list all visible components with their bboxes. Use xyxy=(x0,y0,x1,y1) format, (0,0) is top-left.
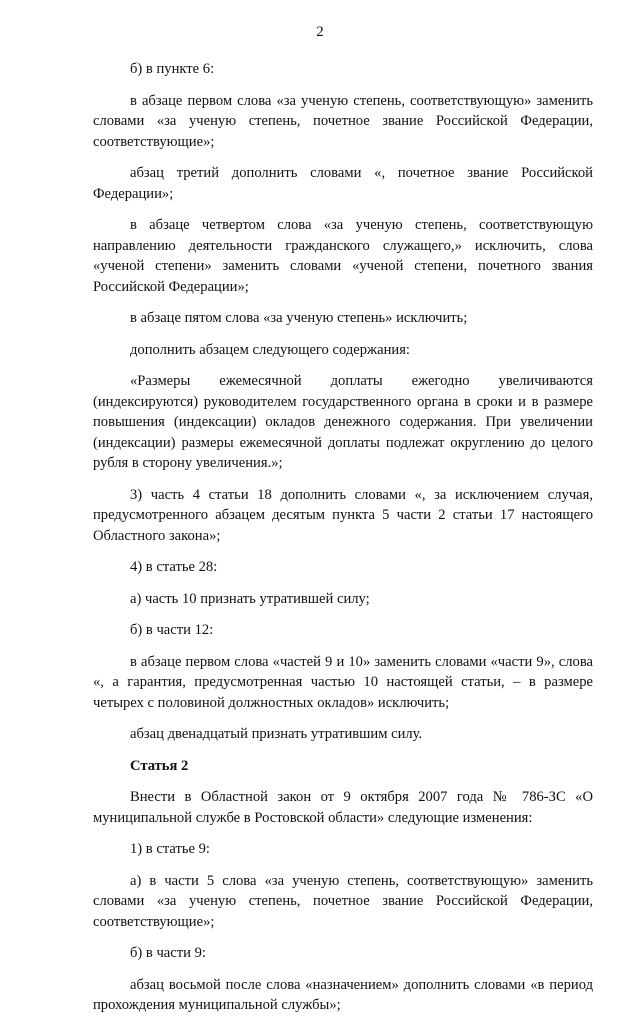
paragraph-twelfth-abzac: абзац двенадцатый признать утратившим силу. xyxy=(130,726,423,742)
document-body xyxy=(93,59,593,1027)
article-heading: Статья 2 xyxy=(130,757,189,774)
paragraph-fifth-abzac: в абзаце пятом слова «за ученую степень» исключить; xyxy=(130,310,468,326)
paragraph-b-part-9: б) в части 9: xyxy=(130,945,206,961)
paragraph-item-4: 4) в статье 28: xyxy=(130,559,218,575)
paragraph-article-2-intro: Внести в Областной закон от 9 октября 2007 года № 786-ЗС «О муниципальной службе в Ростовской области» следующие изменения: xyxy=(93,789,593,826)
paragraph-item-3: 3) часть 4 статьи 18 дополнить словами «, за исключением случая, предусмотренного абзацем десятым пункта 5 части 2 статьи 17 настоящего Областного закона»; xyxy=(93,486,593,544)
page-number: 2 xyxy=(316,24,324,40)
paragraph-add-abzac: дополнить абзацем следующего содержания: xyxy=(130,341,410,358)
paragraph-a-part-5: а) в части 5 слова «за ученую степень, соответствующую» заменить словами «за ученую степень, почетное звание Российской Федерации, соответствующие»; xyxy=(93,872,593,930)
paragraph-quoted-text: «Размеры ежемесячной доплаты ежегодно увеличиваются (индексируются) руководителем государственного органа в сроки и в размере повышения (индексации) окладов денежного содержания. При увеличении (индексации) размеры ежемесячной доплаты подлежат округлению до целого рубля в сторону увеличения.»; xyxy=(93,373,593,471)
paragraph-a-part-10: а) часть 10 признать утратившей силу; xyxy=(130,590,370,607)
paragraph-eighth-abzac: абзац восьмой после слова «назначением» дополнить словами «в период прохождения муниципальной службы»; xyxy=(93,976,593,1013)
paragraph-b-item-6: б) в пункте 6: xyxy=(130,61,215,77)
paragraph-fourth-abzac: в абзаце четвертом слова «за ученую степень, соответствующую направлению деятельности гражданского служащего,» исключить, слова «ученой степени» заменить словами «ученой степени, почетного звания Российской Федерации»; xyxy=(93,217,593,295)
paragraph-first-abzac-part-12: в абзаце первом слова «частей 9 и 10» заменить словами «части 9», слова «, а гарантия, предусмотренная частью 10 настоящей статьи, – в размере четырех с половиной должностных окладов» исключить; xyxy=(93,653,593,711)
paragraph-first-abzac: в абзаце первом слова «за ученую степень, соответствующую» заменить словами «за ученую степень, почетное звание Российской Федерации, соответствующие»; xyxy=(93,92,593,150)
paragraph-article-9: 1) в статье 9: xyxy=(130,841,210,857)
paragraph-b-part-12: б) в части 12: xyxy=(130,622,214,638)
paragraph-third-abzac: абзац третий дополнить словами «, почетное звание Российской Федерации»; xyxy=(93,165,593,202)
